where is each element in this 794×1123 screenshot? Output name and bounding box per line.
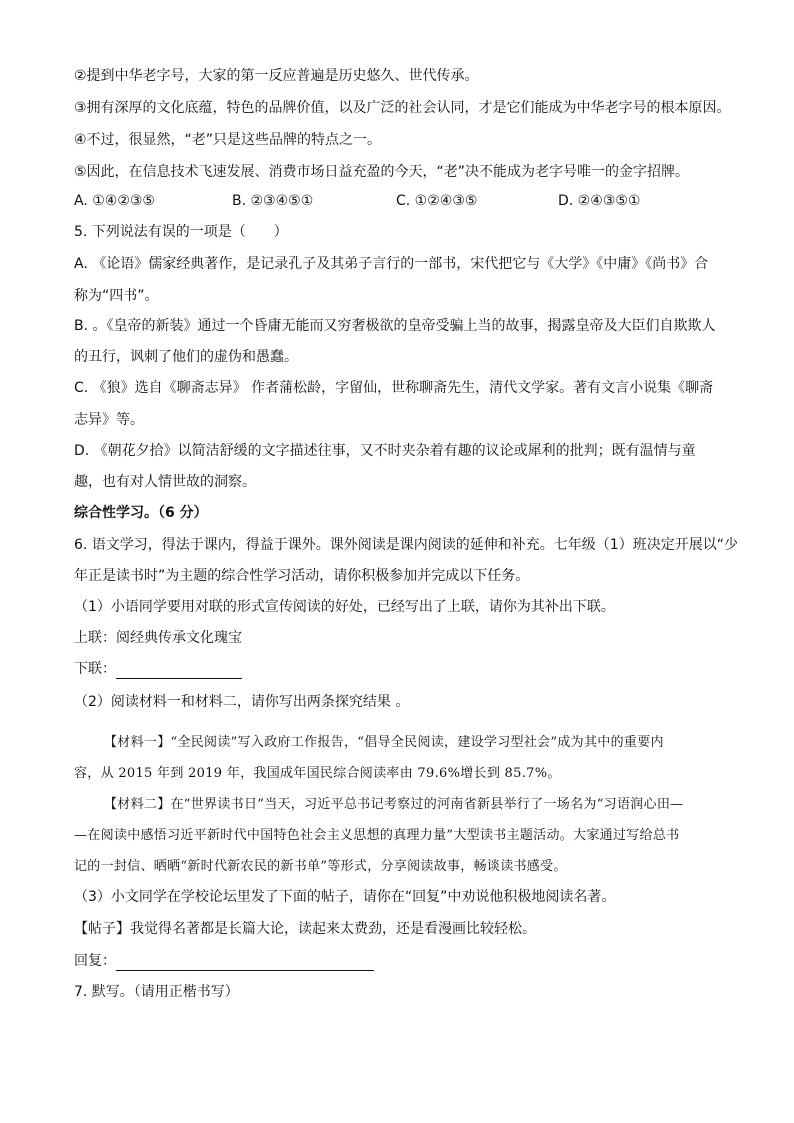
section-title: 综合性学习。（6 分） xyxy=(74,505,208,521)
q5-option-a[interactable]: A. 《论语》儒家经典著作，是记录孔子及其弟子言行的一部书，宋代把它与《大学》《中庸》《尚书》合 xyxy=(74,256,709,272)
q5-option-a-cont: 称为“四书”。 xyxy=(74,288,159,304)
reply-row xyxy=(74,951,374,971)
q4-option-a[interactable]: A. ①④②③⑤ xyxy=(74,193,155,209)
q4-options xyxy=(74,191,734,211)
material-2-cont2: 记的一封信、晒晒“新时代新农民的新书单”等形式，分享阅读故事，畅谈读书感受。 xyxy=(74,859,567,874)
q6-intro-cont: 年正是读书时”为主题的综合性学习活动，请你积极参加并完成以下任务。 xyxy=(74,568,530,584)
lower-couplet-label: 下联： xyxy=(74,661,116,677)
reply-label: 回复： xyxy=(74,953,116,969)
q7-stem: 7. 默写。（请用正楷书写） xyxy=(74,984,239,1000)
material-2-cont: —在阅读中感悟习近平新时代中国特色社会主义思想的真理力量”大型读书主题活动。大家通过写给总书 xyxy=(74,828,680,843)
material-2: 【材料二】在“世界读书日”当天，习近平总书记考察过的河南省新县举行了一场名为“习语润心田— xyxy=(104,797,684,812)
sentence-5: ⑤因此，在信息技术飞速发展、消费市场日益充盈的今天，“老”决不能成为老字号唯一的金字招牌。 xyxy=(74,164,690,180)
q5-option-d[interactable]: D. 《朝花夕拾》以简洁舒缓的文字描述往事，又不时夹杂着有趣的议论或犀利的批判；既有温情与童 xyxy=(74,443,696,459)
q6-task-1: （1）小语同学要用对联的形式宣传阅读的好处，已经写出了上联，请你为其补出下联。 xyxy=(74,599,615,615)
q5-option-b[interactable]: B. 。《皇帝的新装》通过一个昏庸无能而又穷奢极欲的皇帝受骗上当的故事，揭露皇帝及大臣们自欺欺人 xyxy=(74,318,716,334)
lower-couplet-row xyxy=(74,659,242,679)
lower-couplet-blank[interactable] xyxy=(116,662,242,679)
forum-post: 【帖子】我觉得名著都是长篇大论，读起来太费劲，还是看漫画比较轻松。 xyxy=(74,921,536,937)
q6-task-3: （3）小文同学在学校论坛里发了下面的帖子，请你在“回复”中劝说他积极地阅读名著。 xyxy=(74,889,616,905)
material-1: 【材料一】“全民阅读”写入政府工作报告，“倡导全民阅读，建设学习型社会”成为其中的重要内 xyxy=(104,735,664,750)
q4-option-c[interactable]: C. ①②④③⑤ xyxy=(396,193,478,209)
q5-option-c-cont: 志异》等。 xyxy=(74,412,144,428)
material-1-cont: 容，从 2015 年到 2019 年，我国成年国民综合阅读率由 79.6%增长到 85.7%。 xyxy=(74,766,561,781)
sentence-2: ②提到中华老字号，大家的第一反应普遍是历史悠久、世代传承。 xyxy=(74,68,479,84)
sentence-4: ④不过，很显然，“老”只是这些品牌的特点之一。 xyxy=(74,132,382,148)
q5-option-d-cont: 趣，也有对人情世故的洞察。 xyxy=(74,474,256,490)
q5-stem: 5. 下列说法有误的一项是（ ） xyxy=(74,224,288,240)
q6-task-2: （2）阅读材料一和材料二，请你写出两条探究结果 。 xyxy=(74,694,410,710)
upper-couplet: 上联：阅经典传承文化瑰宝 xyxy=(74,630,242,646)
reply-blank[interactable] xyxy=(116,954,374,971)
q5-option-b-cont: 的丑行，讽刺了他们的虚伪和愚蠢。 xyxy=(74,349,298,365)
q6-intro: 6. 语文学习，得法于课内，得益于课外。课外阅读是课内阅读的延伸和补充。七年级（1）班决定开展以“少 xyxy=(74,537,738,553)
q5-option-c[interactable]: C. 《狼》选自《聊斋志异》 作者蒲松龄，字留仙，世称聊斋先生，清代文学家。著有文言小说集《聊斋 xyxy=(74,380,714,396)
q4-option-b[interactable]: B. ②③④⑤① xyxy=(232,193,314,209)
q4-option-d[interactable]: D. ②④③⑤① xyxy=(558,193,641,209)
sentence-3: ③拥有深厚的文化底蕴，特色的品牌价值，以及广泛的社会认同，才是它们能成为中华老字号的根本原因。 xyxy=(74,100,731,116)
